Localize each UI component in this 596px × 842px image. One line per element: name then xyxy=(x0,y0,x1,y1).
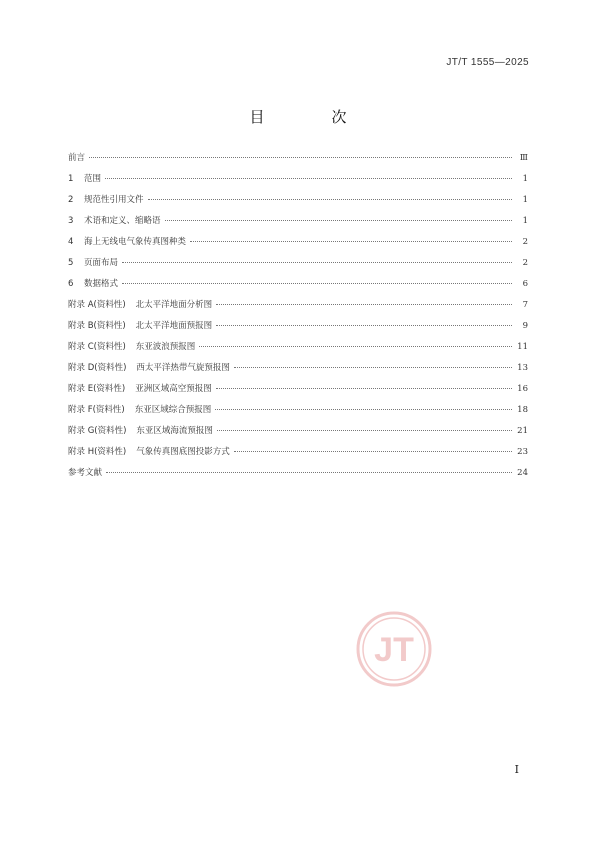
toc-page: 21 xyxy=(517,426,528,436)
toc-page: 18 xyxy=(517,405,528,415)
toc-appendix-prefix: 附录 H(资料性) xyxy=(68,447,127,457)
toc-number: 3 xyxy=(68,216,74,226)
standard-code: JT/T 1555—2025 xyxy=(446,57,529,68)
toc-entry-1[interactable] xyxy=(68,172,528,193)
toc-entry-2[interactable] xyxy=(68,193,528,214)
toc-page: 2 xyxy=(522,237,528,247)
toc-leader xyxy=(89,156,512,158)
toc-label: 西太平洋热带气旋预报图 xyxy=(136,363,230,373)
toc-label: 页面布局 xyxy=(84,258,119,268)
toc-page: 1 xyxy=(522,195,528,205)
watermark-text: JT xyxy=(374,631,414,669)
toc-number: 5 xyxy=(68,258,74,268)
page-number: Ⅰ xyxy=(514,763,519,776)
toc-entry-appendix-b[interactable] xyxy=(68,319,528,340)
toc-leader xyxy=(216,387,512,389)
toc-label: 亚洲区域高空预报图 xyxy=(135,384,212,394)
toc-leader xyxy=(122,282,512,284)
toc-entry-5[interactable] xyxy=(68,256,528,277)
toc-page: 2 xyxy=(522,258,528,268)
toc-entry-appendix-d[interactable] xyxy=(68,361,528,382)
table-of-contents xyxy=(68,151,528,487)
toc-leader xyxy=(215,408,512,410)
toc-label: 参考文献 xyxy=(68,468,103,478)
toc-page: 16 xyxy=(517,384,528,394)
toc-label: 范围 xyxy=(84,174,102,184)
toc-label: 北太平洋地面预报图 xyxy=(135,321,213,331)
toc-appendix-prefix: 附录 C(资料性) xyxy=(68,342,126,352)
toc-label: 北太平洋地面分析图 xyxy=(135,300,213,310)
toc-label: 气象传真图底图投影方式 xyxy=(136,447,230,457)
toc-entry-appendix-c[interactable] xyxy=(68,340,528,361)
toc-leader xyxy=(234,366,512,368)
toc-page: 1 xyxy=(522,216,528,226)
toc-leader xyxy=(148,198,512,200)
toc-number: 4 xyxy=(68,237,74,247)
toc-leader xyxy=(216,303,512,305)
toc-entry-foreword[interactable] xyxy=(68,151,528,172)
toc-entry-appendix-a[interactable] xyxy=(68,298,528,319)
page-title: 目 次 xyxy=(249,108,373,126)
toc-entry-appendix-g[interactable] xyxy=(68,424,528,445)
toc-entry-appendix-f[interactable] xyxy=(68,403,528,424)
toc-appendix-prefix: 附录 D(资料性) xyxy=(68,363,127,373)
toc-page: 6 xyxy=(522,279,528,289)
toc-appendix-prefix: 附录 F(资料性) xyxy=(68,405,125,415)
toc-page: Ⅲ xyxy=(519,153,528,163)
toc-number: 6 xyxy=(68,279,74,289)
toc-page: 9 xyxy=(522,321,528,331)
toc-leader xyxy=(216,324,512,326)
toc-label: 海上无线电气象传真图种类 xyxy=(84,237,187,247)
toc-leader xyxy=(105,177,512,179)
jt-logo-icon xyxy=(354,609,434,689)
toc-entry-3[interactable] xyxy=(68,214,528,235)
toc-page: 1 xyxy=(522,174,528,184)
toc-number: 2 xyxy=(68,195,74,205)
toc-appendix-prefix: 附录 A(资料性) xyxy=(68,300,126,310)
toc-entry-references[interactable] xyxy=(68,466,528,487)
toc-entry-6[interactable] xyxy=(68,277,528,298)
toc-leader xyxy=(106,471,512,473)
toc-number: 1 xyxy=(68,174,74,184)
toc-page: 13 xyxy=(517,363,528,373)
toc-leader xyxy=(234,450,512,452)
toc-page: 7 xyxy=(522,300,528,310)
toc-leader xyxy=(190,240,512,242)
toc-appendix-prefix: 附录 E(资料性) xyxy=(68,384,126,394)
toc-entry-appendix-e[interactable] xyxy=(68,382,528,403)
toc-appendix-prefix: 附录 G(资料性) xyxy=(68,426,127,436)
toc-label: 东亚波浪预报图 xyxy=(135,342,196,352)
toc-label: 前言 xyxy=(68,153,86,163)
toc-label: 数据格式 xyxy=(84,279,119,289)
toc-page: 23 xyxy=(517,447,528,457)
toc-appendix-prefix: 附录 B(资料性) xyxy=(68,321,126,331)
toc-leader xyxy=(165,219,512,221)
toc-label: 规范性引用文件 xyxy=(84,195,144,205)
toc-label: 东亚区域综合预报图 xyxy=(134,405,212,415)
toc-page: 11 xyxy=(517,342,528,352)
toc-entry-appendix-h[interactable] xyxy=(68,445,528,466)
toc-leader xyxy=(217,429,512,431)
toc-page: 24 xyxy=(517,468,528,478)
jt-watermark-logo xyxy=(354,609,434,689)
toc-label: 东亚区域海流预报图 xyxy=(136,426,213,436)
toc-leader xyxy=(122,261,512,263)
toc-label: 术语和定义、缩略语 xyxy=(84,216,161,226)
toc-leader xyxy=(199,345,512,347)
toc-entry-4[interactable] xyxy=(68,235,528,256)
